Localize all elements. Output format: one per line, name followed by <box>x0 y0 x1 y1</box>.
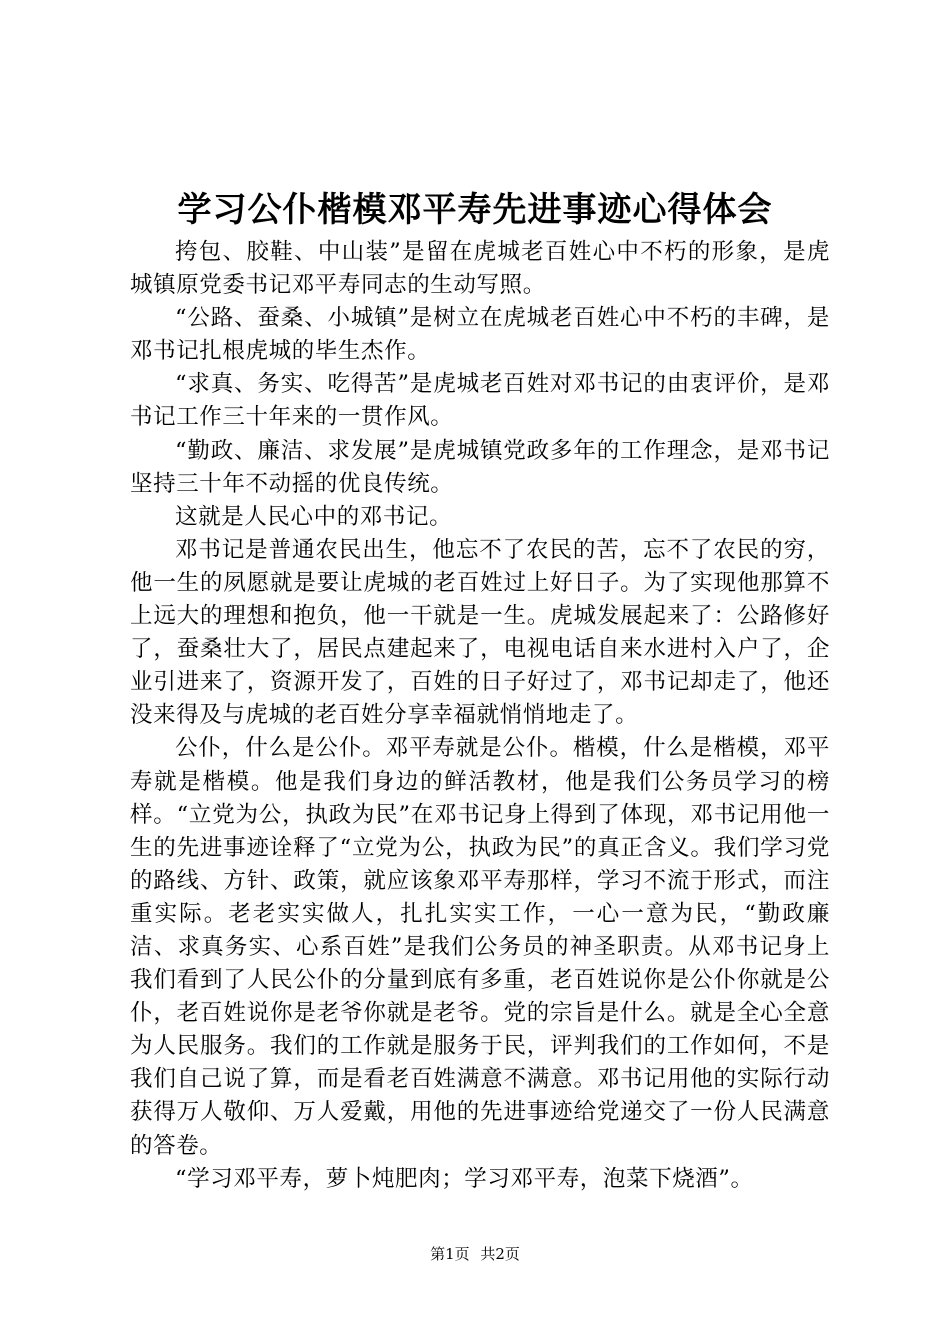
page-total: 共2页 <box>480 1245 520 1263</box>
paragraph: “公路、蚕桑、小城镇”是树立在虎城老百姓心中不朽的丰碑，是邓书记扎根虎城的毕生杰作。 <box>130 305 830 365</box>
paragraph: “勤政、廉洁、求发展”是虎城镇党政多年的工作理念，是邓书记坚持三十年不动摇的优良传统。 <box>130 437 830 497</box>
paragraph: 这就是人民心中的邓书记。 <box>175 503 453 530</box>
page-footer <box>0 1244 950 1264</box>
paragraph: “求真、务实、吃得苦”是虎城老百姓对邓书记的由衷评价，是邓书记工作三十年来的一贯作风。 <box>130 371 830 431</box>
paragraph: 挎包、胶鞋、中山装”是留在虎城老百姓心中不朽的形象，是虎城镇原党委书记邓平寿同志的生动写照。 <box>130 239 830 299</box>
paragraph: 公仆，什么是公仆。邓平寿就是公仆。楷模，什么是楷模，邓平寿就是楷模。他是我们身边的鲜活教材，他是我们公务员学习的榜样。“立党为公，执政为民”在邓书记身上得到了体现，邓书记用他一生的先进事迹诠释了“立党为公，执政为民”的真正含义。我们学习党的路线、方针、政策，就应该象邓平寿那样，学习不流于形式，而注重实际。老老实实做人，扎扎实实工作，一心一意为民，“勤政廉洁、求真务实、心系百姓”是我们公务员的神圣职责。从邓书记身上我们看到了人民公仆的分量到底有多重，老百姓说你是公仆你就是公仆，老百姓说你是老爷你就是老爷。党的宗旨是什么。就是全心全意为人民服务。我们的工作就是服务于民，评判我们的工作如何，不是我们自己说了算，而是看老百姓满意不满意。邓书记用他的实际行动获得万人敬仰、万人爱戴，用他的先进事迹给党递交了一份人民满意的答卷。 <box>130 735 830 1159</box>
paragraph: 邓书记是普通农民出生，他忘不了农民的苦，忘不了农民的穷，他一生的夙愿就是要让虎城的老百姓过上好日子。为了实现他那算不上远大的理想和抱负，他一干就是一生。虎城发展起来了：公路修好了，蚕桑壮大了，居民点建起来了，电视电话自来水进村入户了，企业引进来了，资源开发了，百姓的日子好过了，邓书记却走了，他还没来得及与虎城的老百姓分享幸福就悄悄地走了。 <box>130 536 830 729</box>
document-title: 学习公仆楷模邓平寿先进事迹心得体会 <box>177 190 773 230</box>
document-body <box>130 236 830 1196</box>
paragraph: “学习邓平寿，萝卜炖肥肉；学习邓平寿，泡菜下烧酒”。 <box>175 1165 754 1192</box>
page-number: 第1页 <box>430 1245 470 1263</box>
